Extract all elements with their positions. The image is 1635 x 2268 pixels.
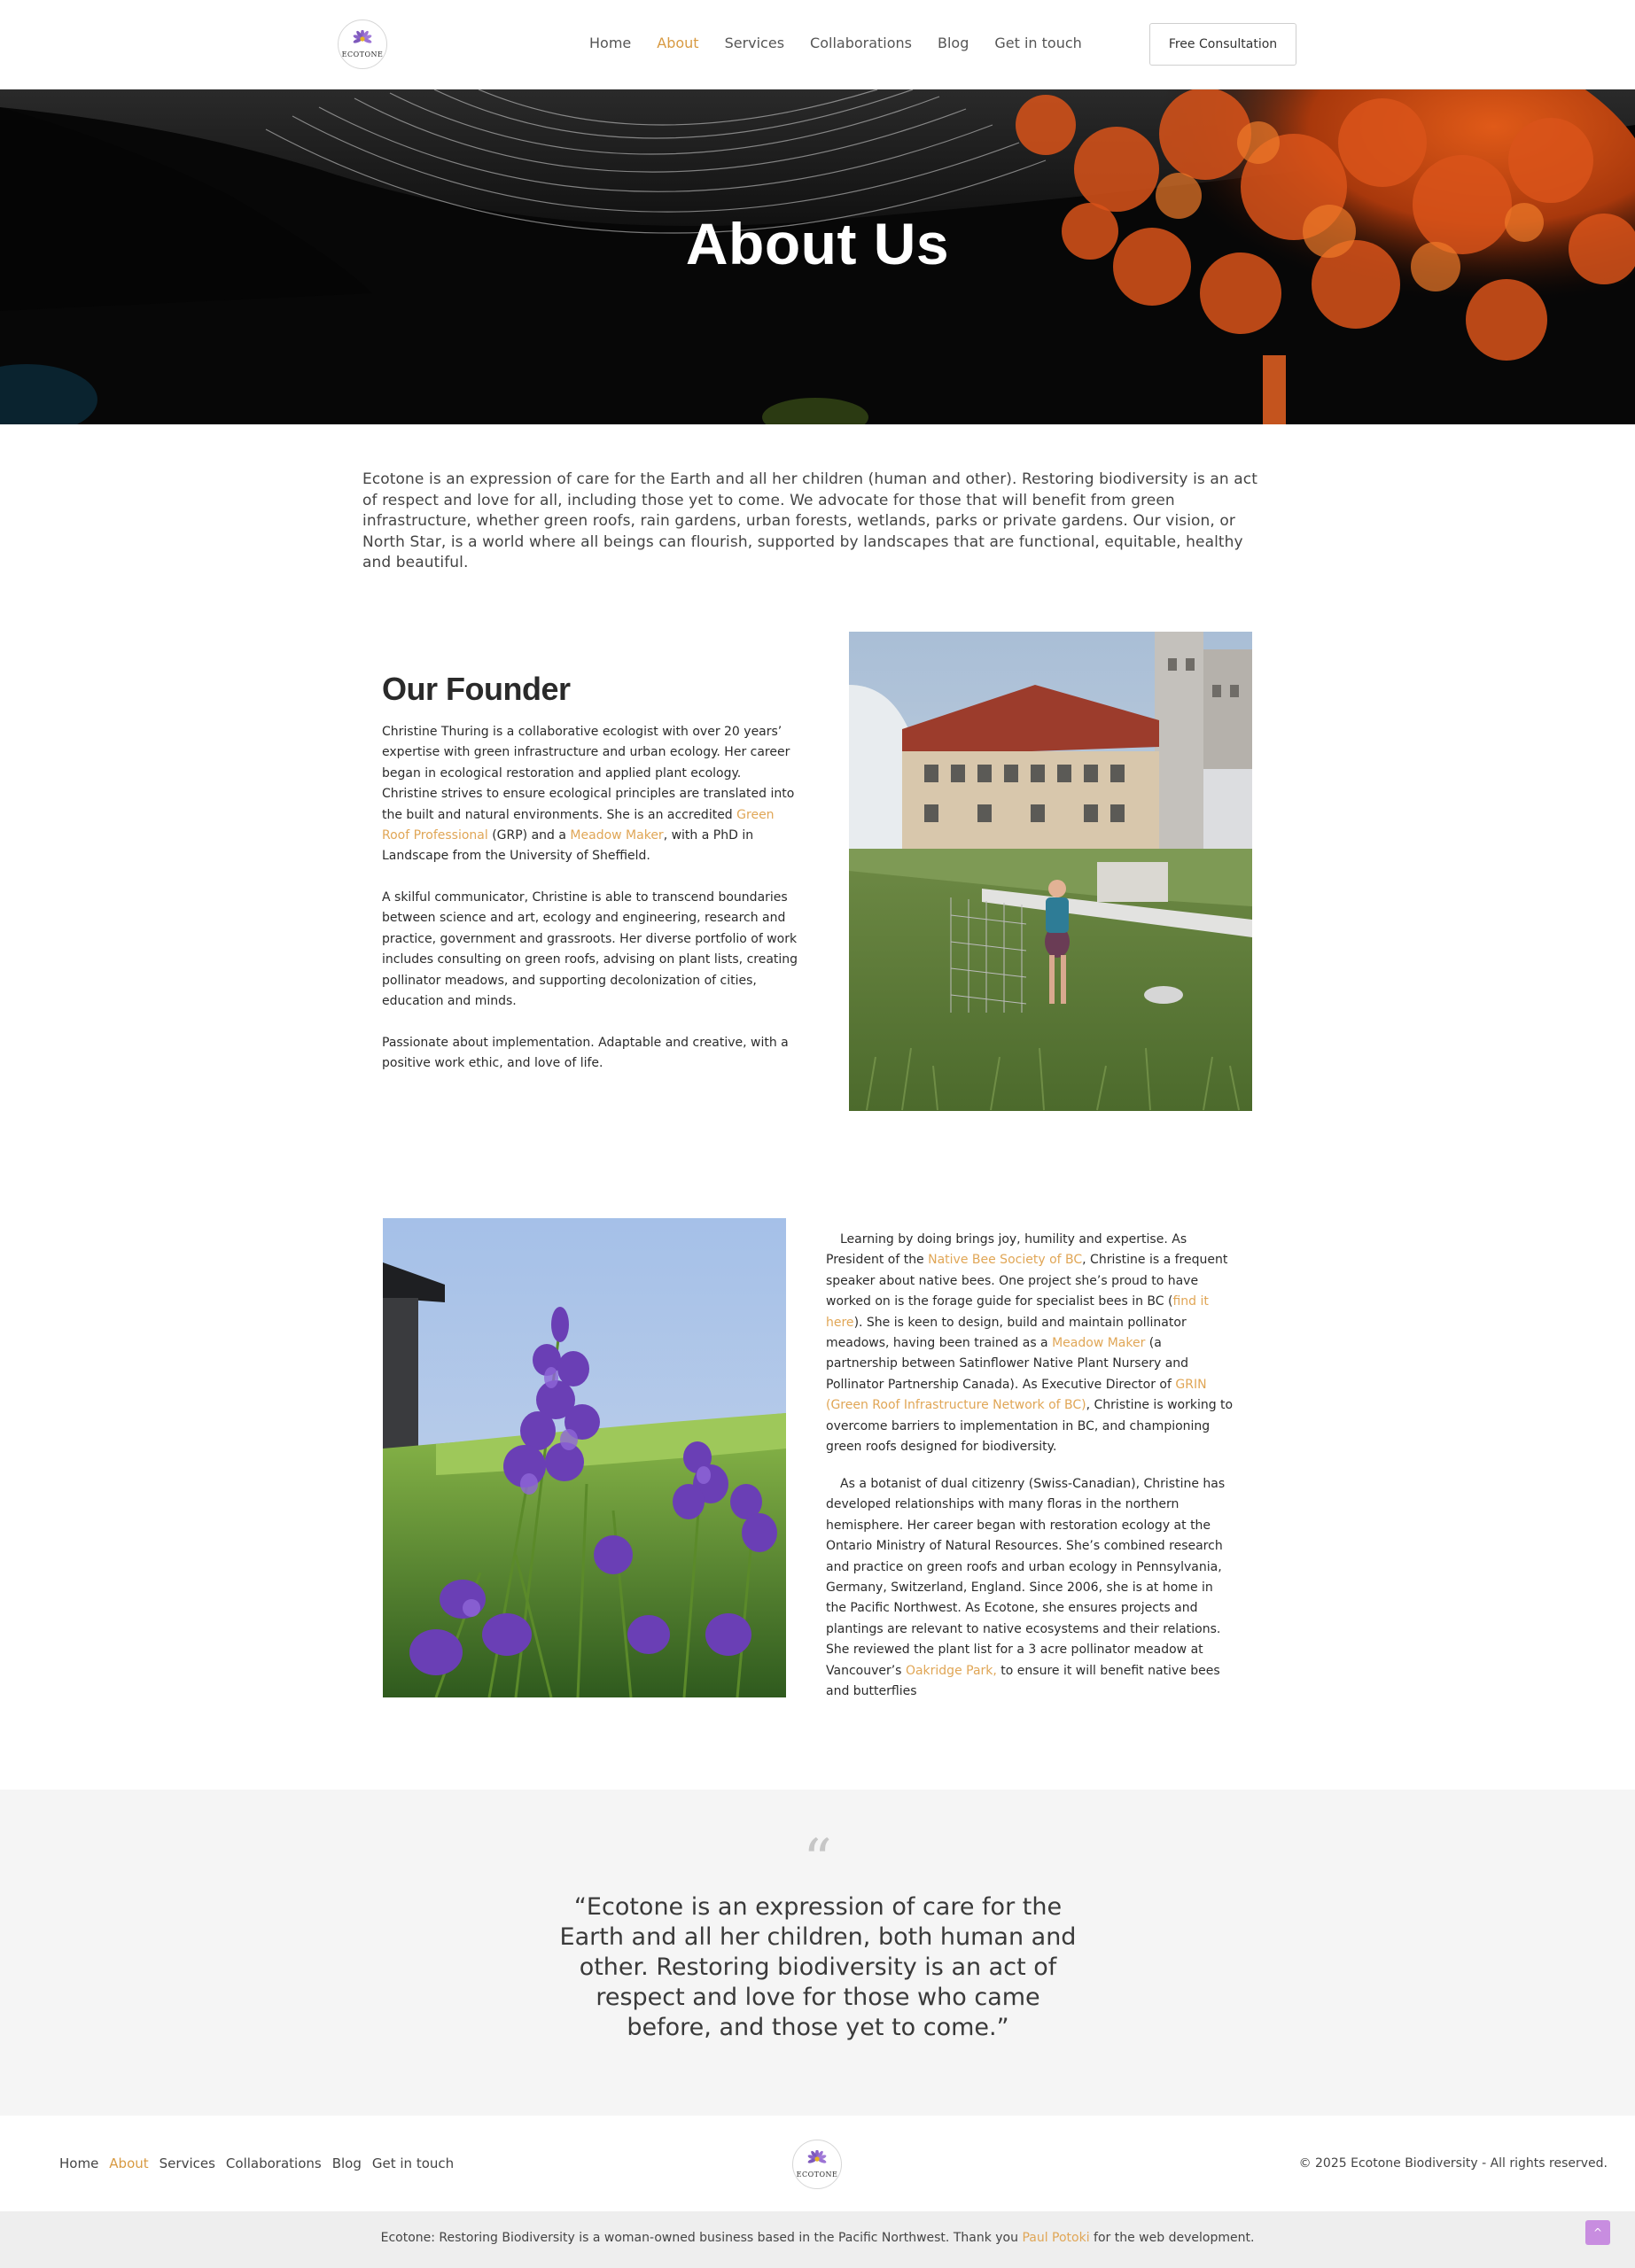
founder-heading: Our Founder: [382, 671, 571, 707]
intro-paragraph: Ecotone is an expression of care for the Earth and all her children (human and other). Restoring biodiversity is an act of respect and love for all, including those yet to come. We advocate for those that will benefit from green infrastructure, whether green roofs, rain gardens, urban forests, wetlands, parks or private gardens. Our vision, or North Star, is a world where all beings can flourish, supported by landscapes that are functional, equitable, healthy and beautiful.: [362, 470, 1257, 571]
footer-nav-collaborations[interactable]: Collaborations: [225, 2155, 322, 2171]
logo-wordmark: ECOTONE: [341, 50, 384, 58]
text-run: , with a PhD in Landscape from the University of Sheffield.: [382, 828, 754, 864]
text-run: As a botanist of dual citizenry (Swiss-Canadian), Christine has developed relationships with many floras in the northern hemisphere. Her career began with restoration ecology at the Ontario Ministry of Natural Resources. She’s combined research and practice on green roofs and urban ecology in Pennsylvania, Germany, Switzerland, England. Since 2006, she is at home in the Pacific Northwest. As Ecotone, she ensures projects and plantings are relevant to native ecosystems and their relations. She reviewed the plant list for a 3 acre pollinator meadow at Vancouver’s: [826, 1477, 1226, 1678]
meadow-maker-link-2[interactable]: Meadow Maker: [1052, 1336, 1146, 1351]
footer-nav-blog[interactable]: Blog: [331, 2155, 362, 2171]
free-consultation-button[interactable]: Free Consultation: [1149, 23, 1296, 66]
founder-paragraph-1: [382, 722, 798, 867]
learning-paragraph-1: [826, 1230, 1234, 1457]
text-run: (GRP) and a: [487, 828, 571, 843]
hero-banner: [0, 89, 1635, 424]
meadow-maker-link[interactable]: Meadow Maker: [570, 828, 664, 843]
text-run: (a partnership between Satinflower Native Plant Nursery and Pollinator Partnership Canada). As Executive Director of: [826, 1336, 1189, 1392]
footer-nav: [59, 2155, 454, 2171]
footer-nav-get-in-touch[interactable]: Get in touch: [371, 2155, 455, 2171]
credits-text: [0, 2231, 1635, 2245]
logo-wordmark: ECOTONE: [796, 2171, 838, 2179]
green-roof-professional-link[interactable]: Green Roof Professional: [382, 807, 775, 843]
founder-photo: [849, 632, 1252, 1111]
native-bee-society-link[interactable]: Native Bee Society of BC: [928, 1253, 1083, 1268]
nav-item-about[interactable]: About: [657, 35, 699, 51]
nav-item-get-in-touch[interactable]: Get in touch: [994, 35, 1082, 51]
scroll-to-top-button[interactable]: ^: [1585, 2220, 1610, 2245]
text-run: Christine Thuring is a collaborative ecologist with over 20 years’ expertise with green infrastructure and urban ecology. Her career began in ecological restoration and applied plant ecology. Christine strives to ensure ecological principles are translated into the built and natural environments. She is an accredited: [382, 725, 795, 822]
text-run: , Christine is a frequent speaker about native bees. One project she’s proud to have worked on is the forage guide for specialist bees in BC (: [826, 1253, 1228, 1309]
site-logo[interactable]: [338, 19, 387, 69]
nav-item-collaborations[interactable]: Collaborations: [810, 35, 912, 51]
text-run: to ensure it will benefit native bees and butterflies: [826, 1663, 1220, 1699]
learning-paragraph-2: [826, 1474, 1234, 1702]
main-nav: [589, 35, 1082, 51]
nav-item-services[interactable]: Services: [724, 35, 785, 51]
text-run: Ecotone: Restoring Biodiversity is a woman-owned business based in the Pacific Northwest. Thank you: [380, 2231, 1023, 2245]
camas-flower-photo: [383, 1218, 786, 1697]
text-run: Learning by doing brings joy, humility and expertise. As President of the: [826, 1232, 1187, 1268]
find-it-here-link[interactable]: find it here: [826, 1294, 1209, 1330]
text-run: for the web development.: [1089, 2231, 1255, 2245]
oakridge-park-link[interactable]: Oakridge Park,: [905, 1663, 997, 1678]
quote-mark-icon: “: [803, 1828, 832, 1893]
page-title: About Us: [685, 211, 950, 276]
copyright-text: © 2025 Ecotone Biodiversity - All rights reserved.: [1298, 2156, 1608, 2171]
footer-nav-home[interactable]: Home: [59, 2155, 99, 2171]
grin-link[interactable]: GRIN (Green Roof Infrastructure Network of BC): [826, 1377, 1207, 1413]
text-run: , Christine is working to overcome barriers to implementation in BC, and championing green roofs designed for biodiversity.: [826, 1398, 1234, 1455]
founder-paragraph-2: A skilful communicator, Christine is able to transcend boundaries between science and art, ecology and engineering, research and practice, government and grassroots. Her diverse portfolio of work includes consulting on green roofs, advising on plant lists, creating pollinator meadows, and supporting decolonization of cities, education and minds.: [382, 890, 798, 1009]
nav-item-blog[interactable]: Blog: [938, 35, 969, 51]
quote-text: “Ecotone is an expression of care for the Earth and all her children, both human and other. Restoring biodiversity is an act of respect and love for those who came before, and those yet to come.”: [559, 1893, 1077, 2041]
text-run: ). She is keen to design, build and maintain pollinator meadows, having been trained as a: [826, 1315, 1187, 1351]
footer-logo[interactable]: [792, 2140, 842, 2189]
flower-logo-icon: [350, 30, 375, 50]
site-header: [0, 0, 1635, 89]
flower-logo-icon: [805, 2150, 829, 2170]
developer-link[interactable]: Paul Potoki: [1022, 2231, 1090, 2245]
footer-nav-services[interactable]: Services: [159, 2155, 215, 2171]
footer-nav-about[interactable]: About: [109, 2155, 149, 2171]
founder-paragraph-3: Passionate about implementation. Adaptable and creative, with a positive work ethic, and love of life.: [382, 1036, 789, 1071]
nav-item-home[interactable]: Home: [589, 35, 632, 51]
